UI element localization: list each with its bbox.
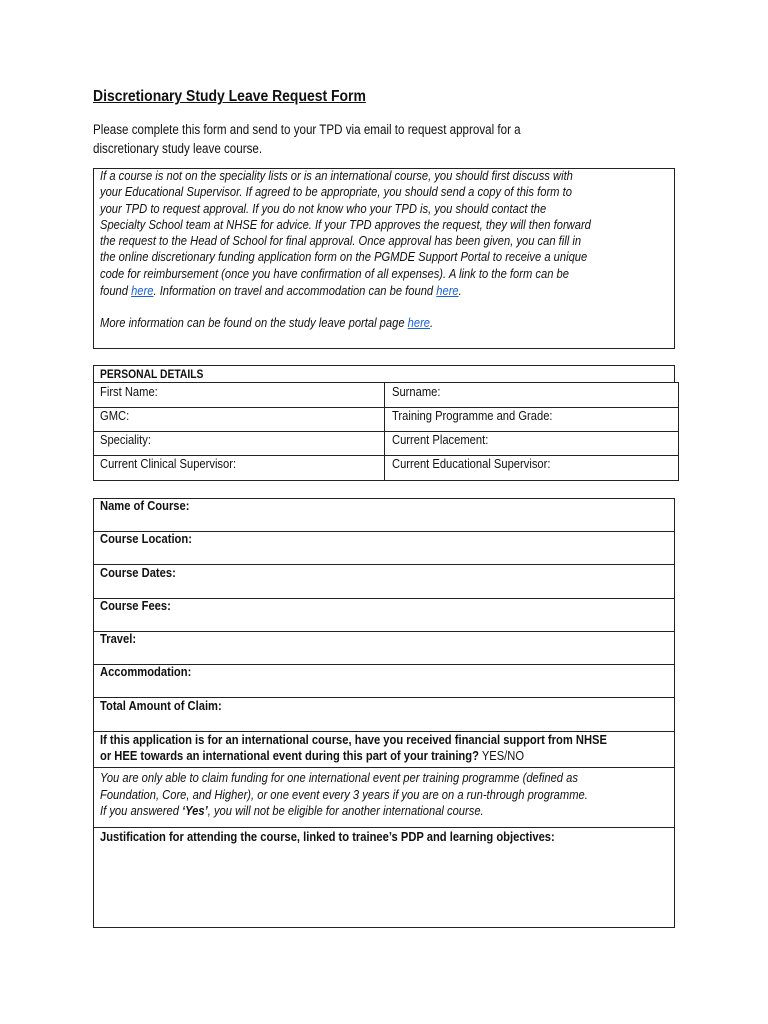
- clinical-supervisor-field[interactable]: Current Clinical Supervisor:: [100, 456, 237, 471]
- yes-no-answer[interactable]: YES/NO: [478, 748, 525, 763]
- justification-field[interactable]: Justification for attending the course, linked to trainee’s PDP and learning objectives:: [100, 829, 555, 844]
- speciality-field[interactable]: Speciality:: [100, 432, 151, 447]
- course-name-field[interactable]: Name of Course:: [100, 498, 190, 513]
- international-question-line: If this application is for an international course, have you received financial support from NHSE: [100, 732, 607, 747]
- intro-line-1: Please complete this form and send to your TPD via email to request approval for a: [93, 122, 521, 137]
- portal-link[interactable]: here: [407, 315, 431, 330]
- info-line: [100, 283, 462, 299]
- info-more-line: [100, 315, 433, 331]
- info-line: your TPD to request approval. If you do not know who your TPD is, you should contact the: [100, 201, 547, 216]
- info-line: Specialty School team at NHSE for advice. If your TPD approves the request, they will then forward: [100, 217, 591, 232]
- first-name-field[interactable]: First Name:: [100, 384, 158, 399]
- form-link[interactable]: here: [131, 283, 154, 298]
- text: More information can be found on the study leave portal page: [100, 315, 408, 330]
- training-programme-field[interactable]: Training Programme and Grade:: [392, 408, 553, 423]
- course-dates-field[interactable]: Course Dates:: [100, 565, 176, 580]
- info-line: the request to the Head of School for final approval. Once approval has been given, you can fill in: [100, 233, 582, 248]
- international-note-line: Foundation, Core, and Higher), or one event every 3 years if you are on a run-through programme.: [100, 787, 588, 802]
- question-text: or HEE towards an international event during this part of your training?: [100, 748, 479, 763]
- text: .: [430, 315, 434, 330]
- international-note-line: You are only able to claim funding for one international event per training programme (defined as: [100, 770, 578, 785]
- text: If you answered: [100, 803, 183, 818]
- info-line: If a course is not on the speciality lists or is an international course, you should first discuss with: [100, 168, 573, 183]
- page-title: Discretionary Study Leave Request Form: [93, 88, 366, 105]
- yes-emphasis: ‘Yes’: [182, 803, 208, 818]
- intro-line-2: discretionary study leave course.: [93, 141, 263, 156]
- row-divider: [93, 767, 675, 768]
- gmc-field[interactable]: GMC:: [100, 408, 130, 423]
- info-line: the online discretionary funding application form on the PGMDE Support Portal to receive a unique: [100, 249, 588, 264]
- educational-supervisor-field[interactable]: Current Educational Supervisor:: [392, 456, 551, 471]
- info-line: code for reimbursement (once you have confirmation of all expenses). A link to the form can be: [100, 266, 569, 281]
- text: , you will not be eligible for another international course.: [207, 803, 484, 818]
- text: .: [458, 283, 462, 298]
- total-claim-field[interactable]: Total Amount of Claim:: [100, 698, 222, 713]
- international-note-line: [100, 803, 484, 819]
- row-divider: [93, 564, 675, 565]
- row-divider: [93, 598, 675, 599]
- text: . Information on travel and accommodation can be found: [153, 283, 437, 298]
- course-location-field[interactable]: Course Location:: [100, 531, 192, 546]
- accommodation-field[interactable]: Accommodation:: [100, 664, 192, 679]
- row-divider: [93, 431, 679, 432]
- course-fees-field[interactable]: Course Fees:: [100, 598, 171, 613]
- surname-field[interactable]: Surname:: [392, 384, 441, 399]
- row-divider: [93, 407, 679, 408]
- personal-details-header: PERSONAL DETAILS: [100, 367, 204, 381]
- travel-field[interactable]: Travel:: [100, 631, 137, 646]
- row-divider: [93, 827, 675, 828]
- text: found: [100, 283, 132, 298]
- current-placement-field[interactable]: Current Placement:: [392, 432, 489, 447]
- international-question-line-2[interactable]: [100, 748, 524, 764]
- travel-link[interactable]: here: [436, 283, 459, 298]
- row-divider: [93, 631, 675, 632]
- info-line: your Educational Supervisor. If agreed to be appropriate, you should send a copy of this form to: [100, 184, 572, 199]
